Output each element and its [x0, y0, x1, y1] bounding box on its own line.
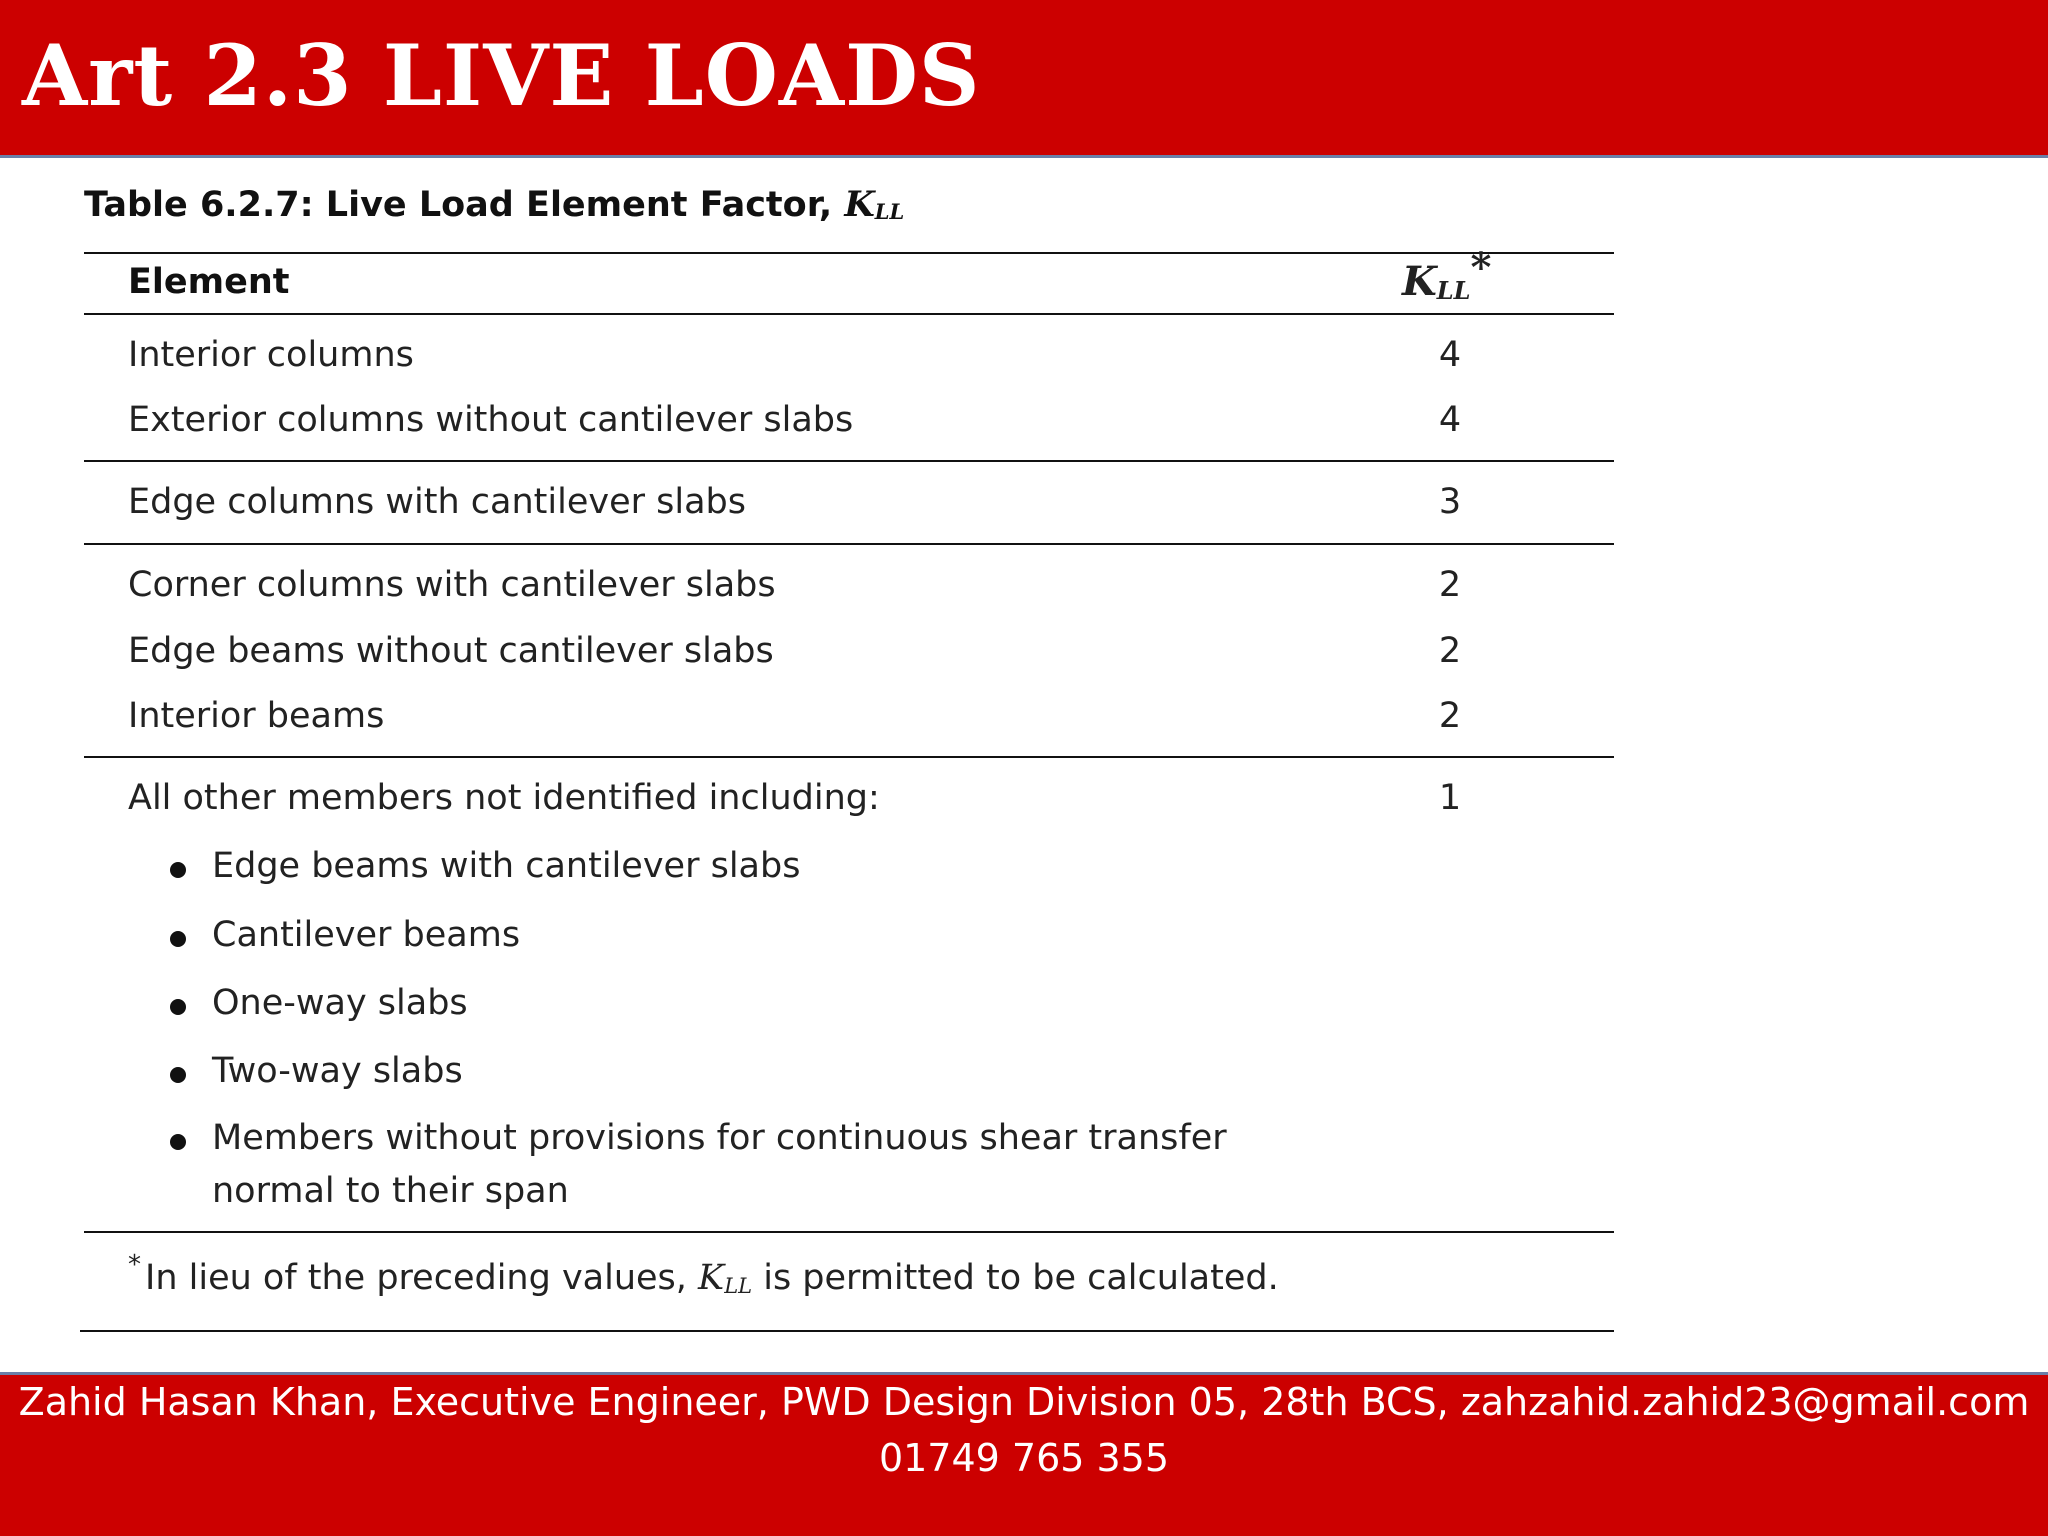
table-caption-text: Table 6.2.7: Live Load Element Factor,	[84, 185, 845, 225]
group-divider	[84, 756, 1614, 758]
bullet-dot	[170, 1067, 186, 1083]
table-row-element: Interior columns	[128, 335, 414, 375]
table-row-value: 3	[1438, 482, 1462, 522]
kll-symbol-letter: K	[844, 184, 875, 225]
kll-symbol	[844, 184, 904, 225]
column-header-kll	[1402, 244, 1492, 305]
table-row-value: 2	[1438, 565, 1462, 605]
table-row-element: Edge beams without cantilever slabs	[128, 631, 774, 671]
bullet-dot	[170, 1134, 186, 1150]
table-row-value: 4	[1438, 400, 1462, 440]
footer-banner	[0, 1372, 2048, 1536]
table-row-element: Edge columns with cantilever slabs	[128, 482, 746, 522]
table-row-value: 4	[1438, 335, 1462, 375]
kll-header-symbol	[1402, 258, 1471, 305]
table-bottom-rule	[84, 1231, 1614, 1233]
table-row-value: 2	[1438, 696, 1462, 736]
bullet-item: Edge beams with cantilever slabs	[212, 846, 801, 886]
kll-symbol-subscript: LL	[874, 199, 905, 225]
bullet-item: One-way slabs	[212, 983, 468, 1023]
group-divider	[84, 460, 1614, 462]
table-row-element: Exterior columns without cantilever slabs	[128, 400, 854, 440]
footnote-bottom-rule	[80, 1330, 1614, 1332]
bullet-item: Two-way slabs	[212, 1051, 463, 1091]
footnote-text-after: is permitted to be calculated.	[752, 1258, 1279, 1298]
column-header-element: Element	[128, 262, 290, 302]
footnote-kll-letter: K	[698, 1258, 725, 1298]
table-row-element: Interior beams	[128, 696, 385, 736]
footnote-kll-symbol	[698, 1258, 752, 1298]
title-banner	[0, 0, 2048, 158]
table-row-value: 1	[1438, 778, 1462, 818]
footnote-kll-subscript: LL	[724, 1274, 753, 1299]
footer-author-line: Zahid Hasan Khan, Executive Engineer, PWD Design Division 05, 28th BCS, zahzahid.zahid23@gmail.com	[18, 1380, 2030, 1424]
header-bottom-rule	[84, 313, 1614, 315]
footnote-text-before: In lieu of the preceding values,	[145, 1258, 699, 1298]
bullet-item: Cantilever beams	[212, 915, 521, 955]
footnote-star: *	[128, 1250, 141, 1280]
bullet-dot	[170, 931, 186, 947]
footer-phone-line: 01749 765 355	[878, 1436, 1170, 1480]
bullet-dot	[170, 999, 186, 1015]
bullet-item-continuation: normal to their span	[212, 1171, 569, 1211]
table-row-element: All other members not identified including:	[128, 778, 880, 818]
kll-header-subscript: LL	[1436, 275, 1471, 305]
kll-header-asterisk: *	[1470, 244, 1492, 291]
bullet-item: Members without provisions for continuous shear transfer	[212, 1118, 1227, 1158]
slide-title: Art 2.3 LIVE LOADS	[22, 26, 981, 125]
table-row-value: 2	[1438, 631, 1462, 671]
kll-header-letter: K	[1402, 258, 1437, 305]
table-row-element: Corner columns with cantilever slabs	[128, 565, 776, 605]
bullet-dot	[170, 862, 186, 878]
group-divider	[84, 543, 1614, 545]
table-footnote	[128, 1250, 1279, 1299]
table-top-rule	[84, 252, 1614, 254]
table-caption	[84, 184, 904, 225]
